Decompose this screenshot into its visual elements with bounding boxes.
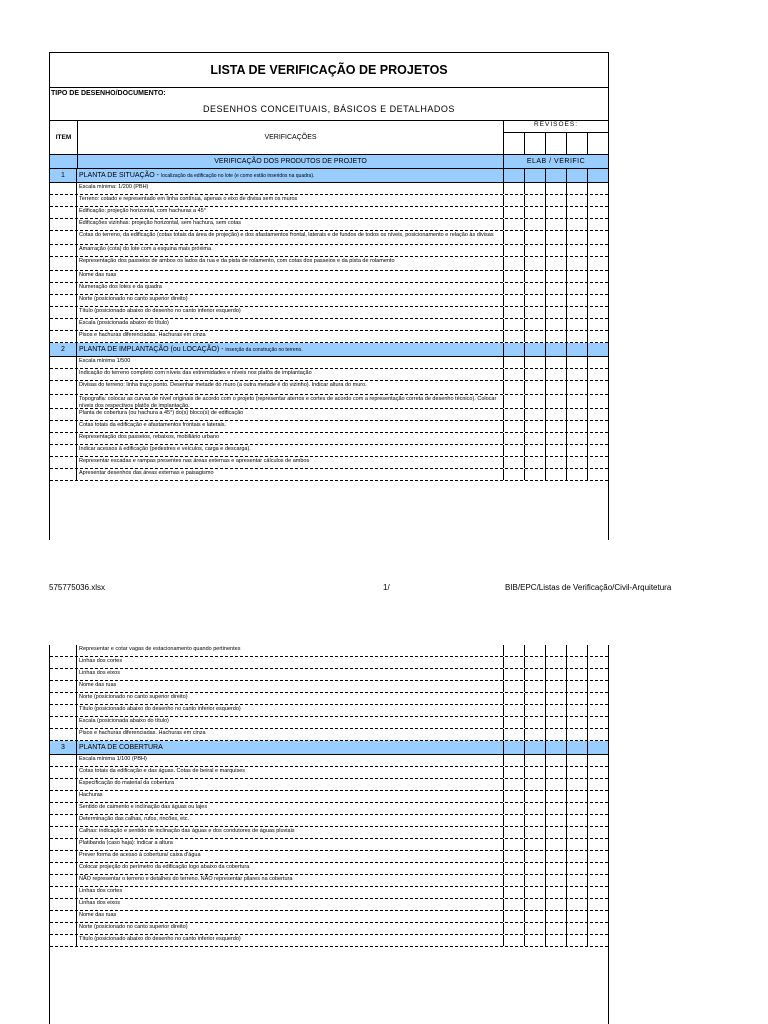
checklist-row [50,369,608,381]
checklist-row [50,219,608,231]
checklist-item-text: Norte (posicionado no canto superior direito) [77,295,504,306]
checklist-item-text: Amarração (cota) do lote com a esquina mais próxima [77,245,504,256]
revision-cells [504,195,608,206]
checklist-item-text: Escala mínima 1/100 (PBH) [77,755,504,766]
checklist-item-text: NÃO representar o terreno e detalhes do terreno. NÃO representar pilares na cobertura [77,875,504,886]
checklist-item-text: Representação dos passeios de ambos os lados da rua e da pista de rolamento, com cotas dos passeios e da pista de rolamento [77,257,504,270]
revision-cells [504,669,608,680]
band-label: VERIFICAÇÃO DOS PRODUTOS DE PROJETO [78,155,504,168]
checklist-item-text: Escala mínima: 1/200 (PBH) [77,183,504,194]
revision-cells [504,693,608,704]
checklist-item-text: Escala mínima 1/500 [77,357,504,368]
section-title-text: PLANTA DE COBERTURA [79,744,163,751]
checklist-row [50,421,608,433]
checklist-item-text: Nome das ruas [77,911,504,922]
checklist-item-text: Linhas dos eixos [77,669,504,680]
revision-cells [504,231,608,244]
revision-cells [504,935,608,946]
band-rev-label: ELAB / VERIFIC [526,158,586,165]
section-title [77,343,504,356]
checklist-item-text: Platibanda (caso haja): indicar a altura [77,839,504,850]
checklist-item-text: Divisas do terreno: linha traço ponto. Desenhar metade do muro (a outra metade é do vizinho). Indicar altura do muro. [77,381,504,394]
revision-cells [504,469,608,480]
section-number: 2 [50,343,77,356]
checklist-row [50,693,608,705]
section-number: 3 [50,741,77,754]
checklist-row [50,791,608,803]
checklist-item-text: Representação dos passeios, rebaixos, mobiliário urbano [77,433,504,444]
checklist-row [50,657,608,669]
col-verif-header: VERIFICAÇÕES [78,121,504,154]
checklist-row [50,887,608,899]
checklist-item-text: Título (posicionado abaixo do desenho no canto inferior esquerdo) [77,705,504,716]
revision-cells [504,875,608,886]
revision-cells [504,357,608,368]
checklist-item-text: Colocar projeção do perímetro da edificação logo abaixo da cobertura [77,863,504,874]
revision-cells [504,331,608,342]
section-subtitle: localização da edificação no lote (e como estão inseridos na quadra). [160,173,315,179]
checklist-item-text: Representar escadas e rampas presentes nas áreas externas e apresentar cálculos de ambos [77,457,504,468]
checklist-item-text: Numeração dos lotes e da quadra [77,283,504,294]
revision-cells [504,911,608,922]
checklist-item-text: Edificações vizinhas: projeção horizontal, sem hachura, sem cotas [77,219,504,230]
checklist-row [50,851,608,863]
revision-cells [504,705,608,716]
checklist-row [50,863,608,875]
checklist-item-text: Prever forma de acesso à cobertura/ caixa d'água [77,851,504,862]
checklist-row [50,207,608,219]
revision-cells [504,169,608,182]
revision-cells [504,815,608,826]
col-item-header: ITEM [50,121,78,154]
checklist-row [50,445,608,457]
revision-cells [504,741,608,754]
checklist-item-text: Nome das ruas [77,681,504,692]
revision-cells [504,183,608,194]
checklist-row [50,827,608,839]
table-header [50,121,608,155]
revision-cells [504,207,608,218]
checklist-row [50,875,608,887]
checklist-row [50,395,608,409]
revision-cells [504,395,608,408]
revision-cells [504,295,608,306]
revision-cells [504,779,608,790]
revisoes-title: REVISÕES: [504,121,608,133]
revision-cells [504,755,608,766]
checklist-page-1 [49,52,609,540]
revision-cells [504,283,608,294]
revision-cells [504,657,608,668]
section-header [50,169,608,183]
revision-cells [504,717,608,728]
revision-cells [504,457,608,468]
checklist-row [50,295,608,307]
checklist-item-text: Edificação: projeção horizontal, com hachuras a 45° [77,207,504,218]
revision-cells [504,307,608,318]
revision-cells [504,839,608,850]
tipo-row [50,88,608,121]
checklist-row [50,681,608,693]
checklist-row [50,331,608,343]
checklist-row [50,645,608,657]
checklist-item-text: Escala (posicionada abaixo do título) [77,717,504,728]
section-number: 1 [50,169,77,182]
checklist-item-text: Pisos e hachuras diferenciadas. Hachuras em cinza [77,729,504,740]
checklist-item-text: Determinação das calhas, rufos, rincões, etc. [77,815,504,826]
checklist-item-text: Título (posicionado abaixo do desenho no canto inferior esquerdo) [77,935,504,946]
checklist-row [50,803,608,815]
revision-cells [504,421,608,432]
checklist-item-text: Norte (posicionado no canto superior direito) [77,693,504,704]
revision-cells [504,433,608,444]
checklist-item-text: Apresentar desenhos das áreas externas e paisagismo [77,469,504,480]
revision-cells [504,319,608,330]
checklist-row [50,245,608,257]
checklist-row [50,899,608,911]
revision-cells [504,887,608,898]
checklist-item-text: Nome das ruas [77,271,504,282]
checklist-row [50,409,608,421]
checklist-item-text: Especificação do material da cobertura [77,779,504,790]
checklist-row [50,705,608,717]
revision-cells [504,219,608,230]
revision-cells [504,767,608,778]
page2-body [50,645,608,947]
checklist-item-text: Terreno: cotado e representado em linha contínua, apenas o eixo de divisa sem os muros [77,195,504,206]
revision-cells [504,803,608,814]
checklist-row [50,257,608,271]
section-title [77,741,504,754]
checklist-row [50,911,608,923]
section-title [77,169,504,182]
checklist-item-text: Linhas dos cortes [77,887,504,898]
revision-cells [504,851,608,862]
checklist-row [50,923,608,935]
revision-cells [504,271,608,282]
checklist-item-text: Norte (posicionado no canto superior direito) [77,923,504,934]
revision-cells [504,257,608,270]
revision-cells [504,645,608,656]
revision-cells [504,899,608,910]
checklist-item-text: Calhas: indicação e sentido de inclinação das águas e dos condutores de águas pluviais [77,827,504,838]
revision-cells [504,381,608,394]
checklist-row [50,357,608,369]
checklist-row [50,767,608,779]
checklist-row [50,271,608,283]
verification-band [50,155,608,169]
checklist-row [50,935,608,947]
checklist-item-text: Linhas dos eixos [77,899,504,910]
tipo-value: DESENHOS CONCEITUAIS, BÁSICOS E DETALHADOS [203,104,455,114]
footer-file: 575775036.xlsx [49,583,106,592]
checklist-item-text: Representar e cotar vagas de estacionamento quando pertinentes [77,645,504,656]
revision-cells [504,791,608,802]
revision-cells [504,343,608,356]
revision-cells [504,445,608,456]
checklist-item-text: Topografia: colocar as curvas de nível originais de acordo com o projeto (representar aterros e cortes de acordo com a representação correta de desenho técnico). Colocar níveis dos respectivos platôs de implantação. [77,395,504,408]
section-header [50,741,608,755]
checklist-item-text: Sentido de caimento e inclinação das águas ou lajes [77,803,504,814]
checklist-item-text: Hachuras [77,791,504,802]
revision-cells [504,923,608,934]
checklist-row [50,779,608,791]
revision-cells [504,681,608,692]
col-revisoes-header [504,121,608,154]
checklist-row [50,319,608,331]
revision-cells [504,863,608,874]
checklist-item-text: Indicar acessos à edificação (pedestres e veículos, carga e descarga). [77,445,504,456]
checklist-row [50,433,608,445]
checklist-item-text: Título (posicionado abaixo do desenho no canto inferior esquerdo) [77,307,504,318]
checklist-item-text: Cotas do terreno, da edificação (cotas totais da área de projeção) e dos afastamentos frontal, laterais e de fundos de todos os níveis, posicionamento e relação às divisas [77,231,504,244]
page1-body [50,169,608,481]
document-title: LISTA DE VERIFICAÇÃO DE PROJETOS [50,53,608,88]
checklist-item-text: Escala (posicionada abaixo do título) [77,319,504,330]
checklist-row [50,183,608,195]
checklist-row [50,381,608,395]
checklist-item-text: Planta de cobertura (ou hachura a 45°) do(s) bloco(s) de edificação [77,409,504,420]
tipo-label: TIPO DE DESENHO/DOCUMENTO: [51,90,166,97]
checklist-row [50,307,608,319]
revision-cells [504,409,608,420]
revisoes-cells [504,133,608,154]
footer-page: 1/ [383,583,390,592]
section-title-text: PLANTA DE IMPLANTAÇÃO (ou LOCAÇÃO) - [79,346,226,353]
checklist-item-text: Cotas totais da edificação e afastamentos frontais e laterais. [77,421,504,432]
checklist-row [50,669,608,681]
checklist-row [50,815,608,827]
checklist-row [50,231,608,245]
revision-cells [504,369,608,380]
footer-path: BIB/EPC/Listas de Verificação/Civil-Arquitetura [505,583,672,592]
checklist-row [50,195,608,207]
section-header [50,343,608,357]
checklist-item-text: Linhas dos cortes [77,657,504,668]
checklist-page-2 [49,645,609,1024]
checklist-row [50,717,608,729]
checklist-row [50,457,608,469]
checklist-item-text: Indicação do terreno completo com níveis das extremidades e níveis nos platôs de implantação [77,369,504,380]
section-title-text: PLANTA DE SITUAÇÃO - [79,172,161,179]
checklist-row [50,469,608,481]
checklist-row [50,729,608,741]
revision-cells [504,827,608,838]
section-subtitle: inserção da construção no terreno. [225,347,303,353]
checklist-row [50,755,608,767]
checklist-row [50,839,608,851]
checklist-item-text: Cotas totais da edificação e das águas. Cotas de beiral e marquises [77,767,504,778]
revision-cells [504,729,608,740]
revision-cells [504,245,608,256]
checklist-row [50,283,608,295]
checklist-item-text: Pisos e hachuras diferenciadas. Hachuras em cinza [77,331,504,342]
